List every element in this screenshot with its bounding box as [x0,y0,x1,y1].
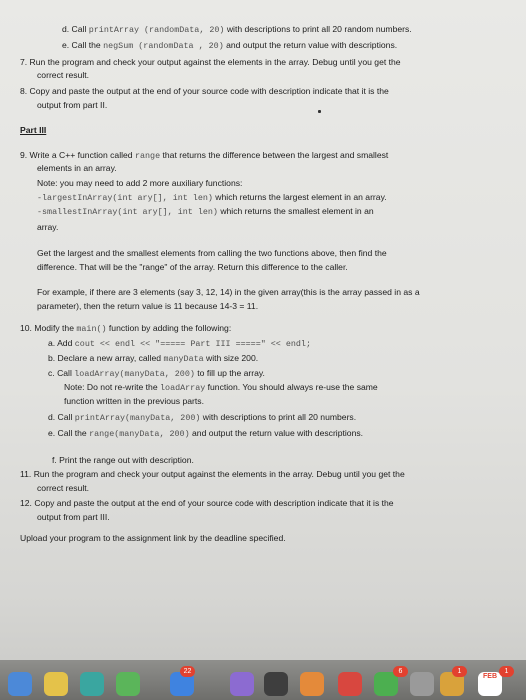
text-span: Note: you may need to add 2 more auxiliary functions: [37,178,243,188]
text-span: output from part II. [37,100,108,110]
doc-line-12a [20,498,394,509]
calendar-badge: 1 [499,666,514,677]
text-span: 7. Run the program and check your output against the elements in the array. Debug until you get the [20,57,401,67]
doc-line-7a [20,57,401,68]
doc-line-10 [20,323,231,335]
code-span: printArray(manyData, 200) [74,413,201,423]
code-span: range [134,151,161,161]
doc-line-9h [37,262,348,273]
text-span: a. Add [48,338,75,348]
doc-line-10e [48,428,363,440]
app-badge-six: 6 [393,666,408,677]
doc-line-10f [52,455,194,466]
doc-line-2d [62,24,412,36]
text-span: and output the return value with descriptions. [189,428,364,438]
app-icon-yellow[interactable] [44,672,68,696]
doc-line-9b [37,163,117,174]
code-span: -smallestInArray(int ary[], int len) [37,207,218,217]
text-span: d. Call [62,24,89,34]
doc-line-2e [62,40,397,52]
text-span: with size 200. [203,353,259,363]
text-span: Get the largest and the smallest elements from calling the two functions above, then find the [37,248,387,258]
text-span: 9. Write a C++ function called [20,150,135,160]
text-span: function by adding the following: [106,323,232,333]
doc-line-11b [37,483,89,494]
text-span: output from part III. [37,512,110,522]
calendar-icon[interactable] [478,672,502,696]
mail-badge: 22 [180,666,195,677]
doc-line-9c [37,178,242,189]
text-span: that returns the difference between the largest and smallest [160,150,389,160]
text-span: 12. Copy and paste the output at the end of your source code with description indicate that it is the [20,498,394,508]
text-span: b. Declare a new array, called [48,353,164,363]
app-icon-purple[interactable] [230,672,254,696]
mouse-cursor [318,110,321,113]
doc-line-10d [48,412,356,424]
app-icon-teal[interactable] [80,672,104,696]
code-span: manyData [163,354,204,364]
text-span: Upload your program to the assignment link by the deadline specified. [20,533,286,543]
text-span: to fill up the array. [194,368,265,378]
text-span: which returns the smallest element in an [217,206,374,216]
text-span: difference. That will be the "range" of the array. Return this difference to the caller. [37,262,348,272]
code-span: loadArray(manyData, 200) [74,369,195,379]
doc-line-10c3 [64,396,204,407]
doc-line-10c [48,368,265,380]
app-icon-blue[interactable] [8,672,32,696]
app-icon-dark[interactable] [264,672,288,696]
text-span: e. Call the [48,428,90,438]
text-span: c. Call [48,368,75,378]
text-span: For example, if there are 3 elements (say 3, 12, 14) in the given array(this is the array passed in as a [37,287,420,297]
doc-line-9e [37,206,374,218]
doc-line-up [20,533,286,544]
text-span: function written in the previous parts. [64,396,204,406]
text-span: array. [37,222,59,232]
doc-line-9d [37,192,387,204]
text-span: correct result. [37,483,90,493]
doc-line-10b [48,353,258,365]
text-span: correct result. [37,70,90,80]
code-span: loadArray [160,383,206,393]
doc-line-11a [20,469,405,480]
doc-line-8b [37,100,107,111]
text-span: d. Call [48,412,75,422]
code-span: cout << endl << "===== Part III =====" << endl; [74,339,311,349]
calendar-month: FEB [483,673,497,680]
text-span: function. You should always re-use the same [205,382,378,392]
doc-line-9i [37,287,420,298]
dock [0,660,526,700]
doc-line-9a [20,150,388,162]
doc-line-10c2 [64,382,378,394]
doc-line-p3 [20,125,46,136]
text-span: 8. Copy and paste the output at the end of your source code with description indicate that it is the [20,86,389,96]
doc-line-7b [37,70,89,81]
text-span: 11. Run the program and check your output against the elements in the array. Debug until you get the [20,469,405,479]
doc-line-12b [37,512,110,523]
text-span: with descriptions to print all 20 random numbers. [224,24,412,34]
text-span: e. Call the [62,40,104,50]
app-icon-gray[interactable] [410,672,434,696]
app-icon-green[interactable] [116,672,140,696]
doc-line-9f [37,222,58,233]
code-span: range(manyData, 200) [89,429,190,439]
text-span: f. Print the range out with description. [52,455,194,465]
doc-line-9g [37,248,387,259]
app-badge-one: 1 [452,666,467,677]
code-span: main() [76,324,107,334]
code-span: negSum (randomData , 20) [103,41,224,51]
app-icon-orange[interactable] [300,672,324,696]
text-span: and output the return value with descriptions. [223,40,398,50]
text-span: 10. Modify the [20,323,77,333]
code-span: printArray (randomData, 20) [88,25,225,35]
doc-line-9j [37,301,258,312]
text-span: elements in an array. [37,163,117,173]
app-icon-red[interactable] [338,672,362,696]
text-span: parameter), then the return value is 11 because 14-3 = 11. [37,301,259,311]
section-heading: Part III [20,125,47,135]
code-span: -largestInArray(int ary[], int len) [37,193,213,203]
doc-line-8a [20,86,389,97]
text-span: which returns the largest element in an array. [212,192,387,202]
doc-line-10a [48,338,311,350]
text-span: Note: Do not re-write the [64,382,161,392]
text-span: with descriptions to print all 20 numbers. [200,412,357,422]
